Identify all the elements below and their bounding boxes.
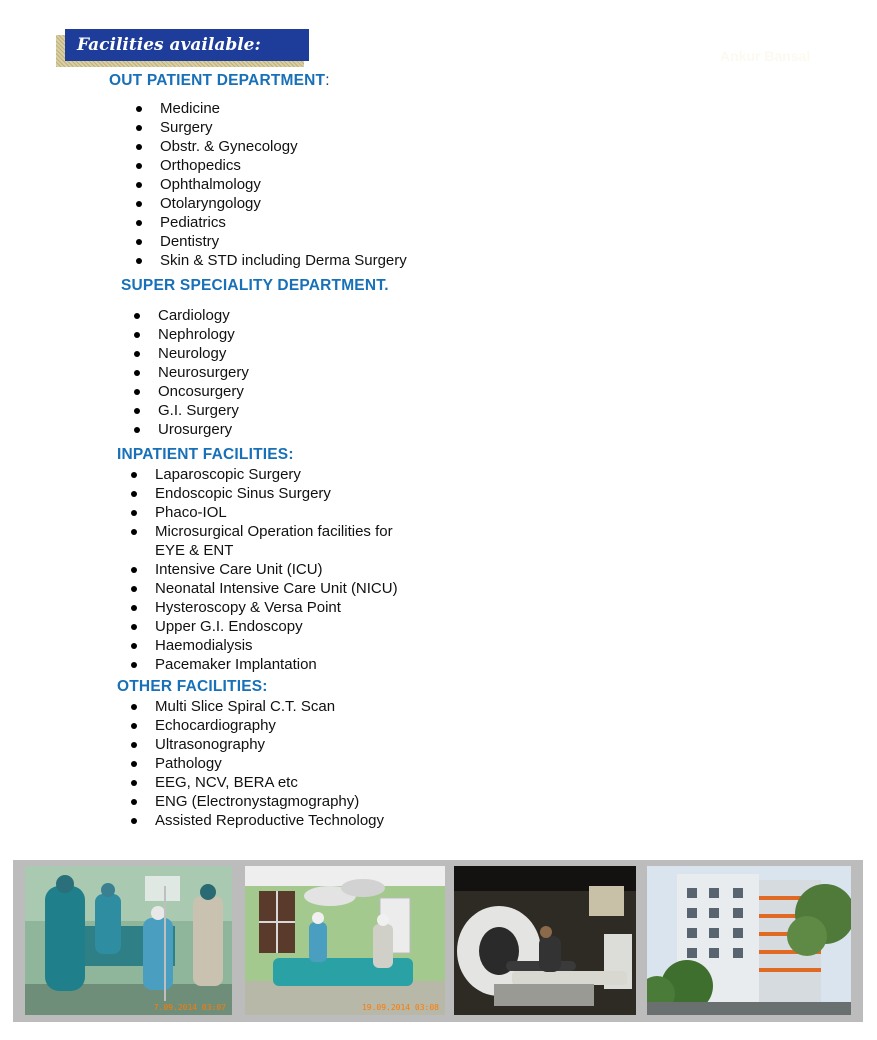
- section-inpatient: [117, 446, 398, 674]
- list-item: Otolaryngology: [109, 194, 407, 213]
- super-speciality-list: [121, 306, 389, 439]
- list-item: Multi Slice Spiral C.T. Scan: [117, 697, 384, 716]
- other-facilities-list: [117, 697, 384, 830]
- photo-ct-scan: [454, 866, 636, 1015]
- list-item: Ultrasonography: [117, 735, 384, 754]
- operating-theatre-image: [25, 866, 232, 1015]
- section-heading: INPATIENT FACILITIES:: [117, 446, 294, 463]
- list-item: Microsurgical Operation facilities for EYE & ENT: [117, 522, 398, 560]
- list-item: Upper G.I. Endoscopy: [117, 617, 398, 636]
- section-outpatient: [109, 72, 407, 270]
- page-title: Facilities available:: [65, 29, 309, 61]
- ct-scanner-image: [454, 866, 636, 1015]
- section-super-speciality: [121, 277, 389, 439]
- section-heading: OUT PATIENT DEPARTMENT:: [109, 72, 330, 89]
- section-heading: OTHER FACILITIES:: [117, 678, 268, 695]
- list-item: Pathology: [117, 754, 384, 773]
- photo-operating-theatre: [25, 866, 232, 1015]
- list-item: Intensive Care Unit (ICU): [117, 560, 398, 579]
- list-item: Medicine: [109, 99, 407, 118]
- list-item: Ophthalmology: [109, 175, 407, 194]
- list-item: EEG, NCV, BERA etc: [117, 773, 384, 792]
- list-item: Haemodialysis: [117, 636, 398, 655]
- list-item: Cardiology: [121, 306, 389, 325]
- list-item: Neurosurgery: [121, 363, 389, 382]
- list-item: Pediatrics: [109, 213, 407, 232]
- section-other: [117, 678, 384, 830]
- empty-theatre-image: [245, 866, 445, 1015]
- hospital-building-image: [647, 866, 851, 1015]
- list-item: Phaco-IOL: [117, 503, 398, 522]
- photo-date-stamp: 7.09.2014 03:07: [153, 1003, 226, 1012]
- photo-date-stamp: 19.09.2014 03:08: [361, 1003, 439, 1012]
- list-item: Endoscopic Sinus Surgery: [117, 484, 398, 503]
- section-title-banner: [56, 29, 309, 67]
- list-item: Assisted Reproductive Technology: [117, 811, 384, 830]
- list-item: Nephrology: [121, 325, 389, 344]
- outpatient-list: [109, 99, 407, 270]
- list-item: Obstr. & Gynecology: [109, 137, 407, 156]
- list-item: Pacemaker Implantation: [117, 655, 398, 674]
- list-item: Oncosurgery: [121, 382, 389, 401]
- list-item: Hysteroscopy & Versa Point: [117, 598, 398, 617]
- list-item: ENG (Electronystagmography): [117, 792, 384, 811]
- list-item: Neonatal Intensive Care Unit (NICU): [117, 579, 398, 598]
- list-item: G.I. Surgery: [121, 401, 389, 420]
- list-item: Orthopedics: [109, 156, 407, 175]
- list-item: Laparoscopic Surgery: [117, 465, 398, 484]
- faint-watermark-text: Ankur Bansal: [720, 48, 811, 64]
- photo-empty-theatre: [245, 866, 445, 1015]
- section-heading: SUPER SPECIALITY DEPARTMENT.: [121, 277, 389, 294]
- list-item: Neurology: [121, 344, 389, 363]
- list-item: Urosurgery: [121, 420, 389, 439]
- list-item: Echocardiography: [117, 716, 384, 735]
- list-item: Dentistry: [109, 232, 407, 251]
- photo-hospital-building: [647, 866, 851, 1015]
- list-item: Surgery: [109, 118, 407, 137]
- list-item: Skin & STD including Derma Surgery: [109, 251, 407, 270]
- inpatient-list: [117, 465, 398, 674]
- photo-strip: [13, 860, 863, 1022]
